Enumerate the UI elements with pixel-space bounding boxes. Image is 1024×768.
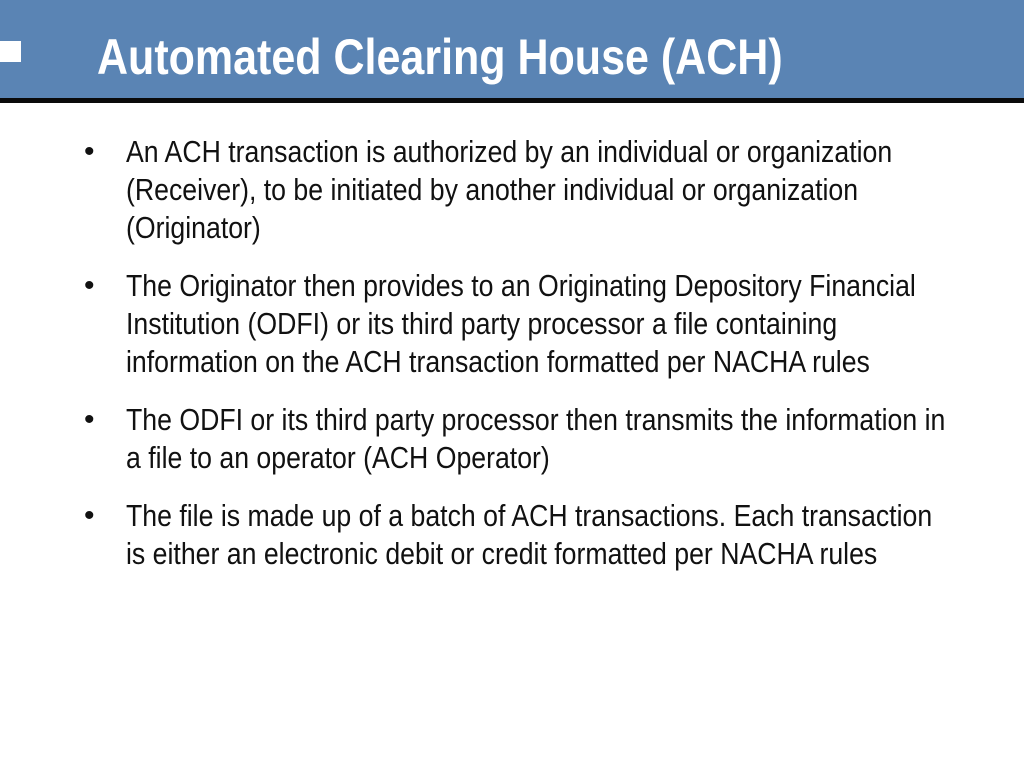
bullet-list bbox=[84, 133, 984, 593]
bullet-text: The ODFI or its third party processor then transmits the information in a file to an operator (ACH Operator) bbox=[126, 402, 946, 475]
bullet-item-1 bbox=[84, 133, 984, 247]
bullet-item-3 bbox=[84, 401, 984, 477]
bullet-item-4 bbox=[84, 497, 984, 573]
bullet-text: The Originator then provides to an Originating Depository Financial Institution (ODFI) or its third party processor a file containing information on the ACH transaction formatted per NACHA rules bbox=[126, 268, 916, 379]
bullet-text: An ACH transaction is authorized by an individual or organization (Receiver), to be initiated by another individual or organization (Originator) bbox=[126, 134, 893, 245]
bullet-item-2 bbox=[84, 267, 984, 381]
title-square-icon bbox=[0, 41, 21, 62]
slide-title: Automated Clearing House (ACH) bbox=[97, 29, 783, 85]
bullet-text: The file is made up of a batch of ACH transactions. Each transaction is either an electronic debit or credit formatted per NACHA rules bbox=[126, 498, 933, 571]
bullet-dot-icon: • bbox=[84, 135, 95, 168]
bullet-dot-icon: • bbox=[84, 269, 95, 302]
title-bar bbox=[0, 0, 1024, 103]
bullet-dot-icon: • bbox=[84, 499, 95, 532]
bullet-dot-icon: • bbox=[84, 403, 95, 436]
